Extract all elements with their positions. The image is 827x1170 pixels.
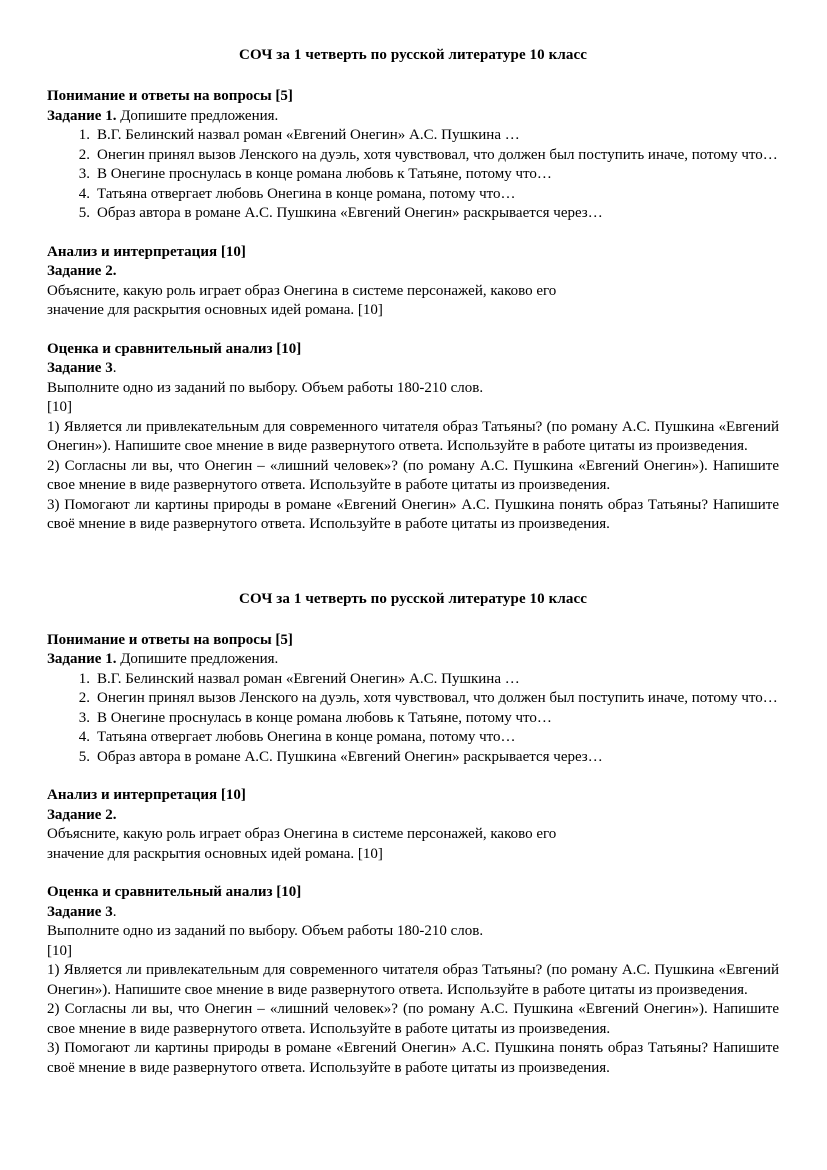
list-item-text: В Онегине проснулась в конце романа любовь к Татьяне, потому что…	[97, 709, 552, 726]
task-3-option-3: 3) Помогают ли картины природы в романе «Евгений Онегин» А.С. Пушкина понять образ Татьяны? Напишите своё мнение в виде развернутого ответа. Используйте в работе цитаты из произведения.	[47, 1040, 779, 1076]
list-item-number: 5.	[78, 205, 90, 221]
task-3-marks: [10]	[47, 399, 72, 415]
task-1-question-list	[47, 126, 779, 224]
task-1-label	[47, 107, 779, 127]
list-item	[47, 204, 779, 224]
task-1-label-bold: Задание 1.	[47, 107, 117, 124]
list-item-number: 3.	[78, 709, 90, 726]
list-item-number: 4.	[78, 185, 90, 202]
task-3-option-2: 2) Согласны ли вы, что Онегин – «лишний человек»? (по роману А.С. Пушкина «Евгений Онегин»). Напишите свое мнение в виде развернутого ответа. Используйте в работе цитаты из произведения.	[47, 457, 779, 493]
section-evaluation	[47, 883, 779, 1078]
section-analysis	[47, 243, 779, 321]
exam-copy-2	[47, 590, 779, 1079]
section-comprehension	[47, 631, 779, 768]
section-heading-analysis: Анализ и интерпретация [10]	[47, 787, 246, 803]
task-2-label: Задание 2.	[47, 263, 117, 279]
task-3-option-3: 3) Помогают ли картины природы в романе «Евгений Онегин» А.С. Пушкина понять образ Татьяны? Напишите своё мнение в виде развернутого ответа. Используйте в работе цитаты из произведения.	[47, 496, 779, 532]
task-3-marks: [10]	[47, 942, 72, 959]
task-3-label	[47, 903, 779, 923]
section-spacer	[47, 864, 779, 883]
task-2-label: Задание 2.	[47, 806, 117, 823]
task-3-label-rest: .	[112, 360, 117, 376]
task-1-label-rest: Допишите предложения.	[116, 107, 279, 124]
list-item-number: 1.	[78, 127, 90, 143]
task-1-label	[47, 650, 779, 670]
task-3-label	[47, 359, 779, 379]
task-2-body-line-1: Объясните, какую роль играет образ Онегина в системе персонажей, каково его	[47, 282, 557, 299]
task-3-instruction: Выполните одно из заданий по выбору. Объем работы 180-210 слов.	[47, 923, 484, 939]
list-item-number: 2.	[78, 690, 90, 706]
list-item	[47, 748, 779, 768]
task-3-label-rest: .	[112, 903, 117, 920]
section-heading-analysis: Анализ и интерпретация [10]	[47, 243, 246, 260]
section-comprehension	[47, 87, 779, 224]
section-evaluation	[47, 340, 779, 535]
task-2-body-line-2: значение для раскрытия основных идей романа. [10]	[47, 302, 383, 318]
list-item-number: 4.	[78, 729, 90, 745]
list-item	[47, 670, 779, 690]
document-sheet	[47, 46, 779, 1078]
list-item-text: Татьяна отвергает любовь Онегина в конце романа, потому что…	[97, 729, 516, 745]
task-3-option-1: 1) Является ли привлекательным для современного читателя образ Татьяны? (по роману А.С. Пушкина «Евгений Онегин»). Напишите свое мнение в виде развернутого ответа. Используйте в работе цитаты из произведения.	[47, 962, 779, 998]
page-title: СОЧ за 1 четверть по русской литературе 10 класс	[239, 47, 587, 63]
list-item-text: В.Г. Белинский назвал роман «Евгений Онегин» А.С. Пушкина …	[97, 127, 520, 143]
list-item-text: Образ автора в романе А.С. Пушкина «Евгений Онегин» раскрывается через…	[97, 748, 603, 765]
section-spacer	[47, 767, 779, 786]
list-item	[47, 728, 779, 748]
section-spacer	[47, 224, 779, 243]
list-item	[47, 185, 779, 205]
list-item-text: Образ автора в романе А.С. Пушкина «Евгений Онегин» раскрывается через…	[97, 205, 603, 221]
task-2-body-line-1: Объясните, какую роль играет образ Онегина в системе персонажей, каково его	[47, 826, 557, 842]
task-3-option-2: 2) Согласны ли вы, что Онегин – «лишний человек»? (по роману А.С. Пушкина «Евгений Онегин»). Напишите свое мнение в виде развернутого ответа. Используйте в работе цитаты из произведения.	[47, 1001, 779, 1037]
list-item	[47, 165, 779, 185]
list-item	[47, 146, 779, 166]
page-title: СОЧ за 1 четверть по русской литературе 10 класс	[239, 590, 587, 607]
task-1-label-rest: Допишите предложения.	[116, 651, 279, 667]
section-heading-evaluation: Оценка и сравнительный анализ [10]	[47, 340, 302, 357]
task-3-option-1: 1) Является ли привлекательным для современного читателя образ Татьяны? (по роману А.С. Пушкина «Евгений Онегин»). Напишите свое мнение в виде развернутого ответа. Используйте в работе цитаты из произведения.	[47, 418, 779, 454]
list-item-text: Онегин принял вызов Ленского на дуэль, хотя чувствовал, что должен был поступить иначе, потому что…	[97, 146, 778, 163]
list-item-number: 5.	[78, 748, 90, 765]
task-3-label-bold: Задание 3	[47, 903, 113, 920]
section-heading-comprehension: Понимание и ответы на вопросы [5]	[47, 631, 293, 648]
list-item	[47, 689, 779, 709]
list-item-text: Татьяна отвергает любовь Онегина в конце романа, потому что…	[97, 185, 516, 202]
task-3-label-bold: Задание 3	[47, 360, 113, 376]
list-item-number: 1.	[78, 670, 90, 687]
list-item-number: 3.	[78, 166, 90, 182]
list-item-text: В Онегине проснулась в конце романа любовь к Татьяне, потому что…	[97, 166, 552, 182]
list-item-number: 2.	[78, 146, 90, 163]
list-item	[47, 709, 779, 729]
task-1-label-bold: Задание 1.	[47, 651, 117, 667]
list-item-text: В.Г. Белинский назвал роман «Евгений Онегин» А.С. Пушкина …	[97, 670, 520, 687]
section-heading-comprehension: Понимание и ответы на вопросы [5]	[47, 88, 293, 104]
task-3-instruction: Выполните одно из заданий по выбору. Объем работы 180-210 слов.	[47, 379, 484, 396]
exam-copy-1	[47, 46, 779, 535]
task-1-question-list	[47, 670, 779, 768]
list-item-text: Онегин принял вызов Ленского на дуэль, хотя чувствовал, что должен был поступить иначе, потому что…	[97, 690, 778, 706]
task-2-body-line-2: значение для раскрытия основных идей романа. [10]	[47, 845, 383, 862]
section-spacer	[47, 321, 779, 340]
section-heading-evaluation: Оценка и сравнительный анализ [10]	[47, 884, 302, 900]
section-analysis	[47, 786, 779, 864]
list-item	[47, 126, 779, 146]
